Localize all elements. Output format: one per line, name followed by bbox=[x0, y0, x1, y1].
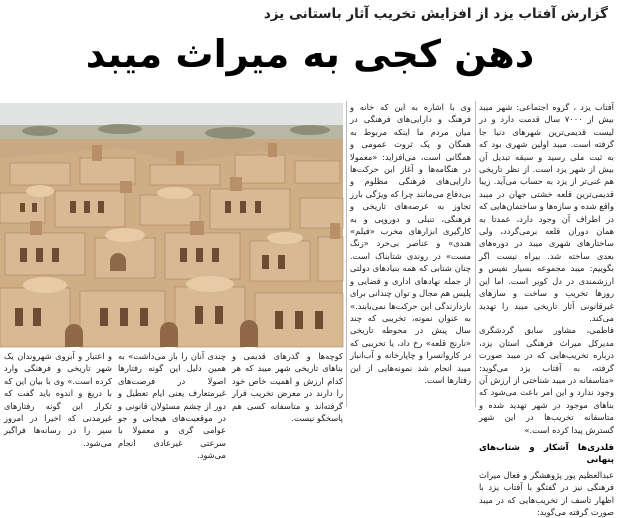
article-column-right bbox=[479, 101, 614, 517]
article-paragraph: کوچه‌ها و گذرهای قدیمی و بناهای تاریخی شهر میبد که هر کدام ارزش و اهمیت خاص خود را دارند در معرض تخریب قرار گرفته‌اند و متاسفانه کسی هم پاسخگو نیست. bbox=[232, 351, 343, 424]
article-paragraph: و اعتبار و آبروی شهروندان یک شهر تاریخی و فرهنگی وارد کرده است.» وی با بیان این که با دریغ و اندوه باید گفت که تکرار این گونه رفتارهای غیرمدنی که اخیرا در امروز سیر را در رسانه‌ها فراگیر می‌شود. bbox=[4, 351, 112, 448]
column-divider bbox=[475, 101, 476, 407]
article-paragraph: آفتاب یزد ، گروه اجتماعی: شهر میبد بیش از ۷۰۰۰ سال قدمت دارد و در لیست قدیمی‌ترین شهرهای دنیا جا گرفته است. میبد اولین شهری بود که به ثبت ملی رسید و سبقه تبدیل آن بیش از شهر یزد است. از نظر تاریخی هم غنی‌تر از یزد به حساب می‌آید. زیبا قدیمی‌ترین قلعه خشتی جهان در میبد واقع شده و سازه‌ها و ساختمان‌هایی که در اطراف آن وجود دارد، عمدتا به همان دوران قلعه برمی‌گردد، ولی ساختارهای شهری میبد در دوره‌های بعدی ساخته شد. بیراه نیست اگر بگوییم: میبد مجموعه بسیار نفیس و ارزشمندی در دل کویر است. اما این روزها تخریب و ساخت و سازهای غیرقانونی آثار تاریخی میبد را تهدید می‌کند. bbox=[479, 102, 614, 323]
article-kicker: گزارش آفتاب یزد از افزایش تخریب آثار باستانی یزد bbox=[263, 6, 608, 22]
article-column-bottom-1 bbox=[232, 350, 343, 424]
article-photo-adobe-city bbox=[0, 103, 343, 347]
article-column-bottom-3 bbox=[4, 350, 112, 448]
article-paragraph: چندی آنان را باز می‌داشت» به همین دلیل این گونه رفتارها اصولا در فرصت‌های غیرمتعارف یعنی ایام تعطیل و دور از چشم مسئولان قانونی و در موقعیت‌های هیجانی و جو عوامی گری و معمولا با سرعتی غیرعادی انجام می‌شود. bbox=[118, 351, 226, 461]
column-divider bbox=[346, 101, 347, 407]
article-headline: دهن کجی به میراث میبد bbox=[85, 32, 535, 76]
article-paragraph: عبدالعظیم پور پژوهشگر و فعال میراث فرهنگی نیز در گفتگو با آفتاب یزد با اظهار تاسف از تخریب‌هایی که در میبد صورت گرفته می‌گوید: bbox=[479, 469, 614, 517]
article-column-bottom-2 bbox=[118, 350, 226, 461]
article-paragraph: فاطمی، مشاور سابق گردشگری مدیرکل میراث فرهنگی استان یزد، درباره تخریب‌هایی که در میبد صورت گرفته، به آفتاب یزد می‌گوید: «متاسفانه در میبد شناختی از ارزش آن وجود ندارد و این امر باعث می‌شود که بناهای موجود در شهر تهدید شده و متاسفانه تخریب‌ها در این شهر گسترش پیدا کرده است.» bbox=[479, 325, 614, 435]
article-column-middle bbox=[350, 101, 471, 407]
article-paragraph: وی با اشاره به این که خانه و فرهنگ و دارایی‌های فرهنگی در میان مردم ما اینکه مربوط به همگان و یک ثروت عمومی و همگانی است، می‌افزاید: «معمولا در هنگامه‌ها و آغاز این حرکت‌ها دارایی‌های فرهنگی مظلوم و بی‌دفاع می‌مانند چرا که ویژگی بارز تجاوز به عرصه‌های تاریخی و فرهنگی، تنبلی و دوروپی و به کارگیری ابزارهای مخرب «فیلم» هندی» و عناصر بی‌خرد «زنگ مست» در روندی شتابناک است. چنان شتابی که همه بنیادهای دولتی از جمله نهادهای اداری و قضایی و پلیس هم مجال و توان چندانی برای بازدارندگی این حرکت‌ها نمی‌یابند.» به عنوان نمونه، تخریبی که چند سال پیش در محوطه تاریخی «نارنج قلعه» رخ داد، یا تخریبی که در کاروانسرا و چاپارخانه و آب‌انبار میبد انجام شد نمونه‌هایی از این رفتارها است. bbox=[350, 102, 471, 385]
article-subheading: قلدری‌ها آشکار و شتاب‌های پنهانی bbox=[479, 442, 614, 466]
